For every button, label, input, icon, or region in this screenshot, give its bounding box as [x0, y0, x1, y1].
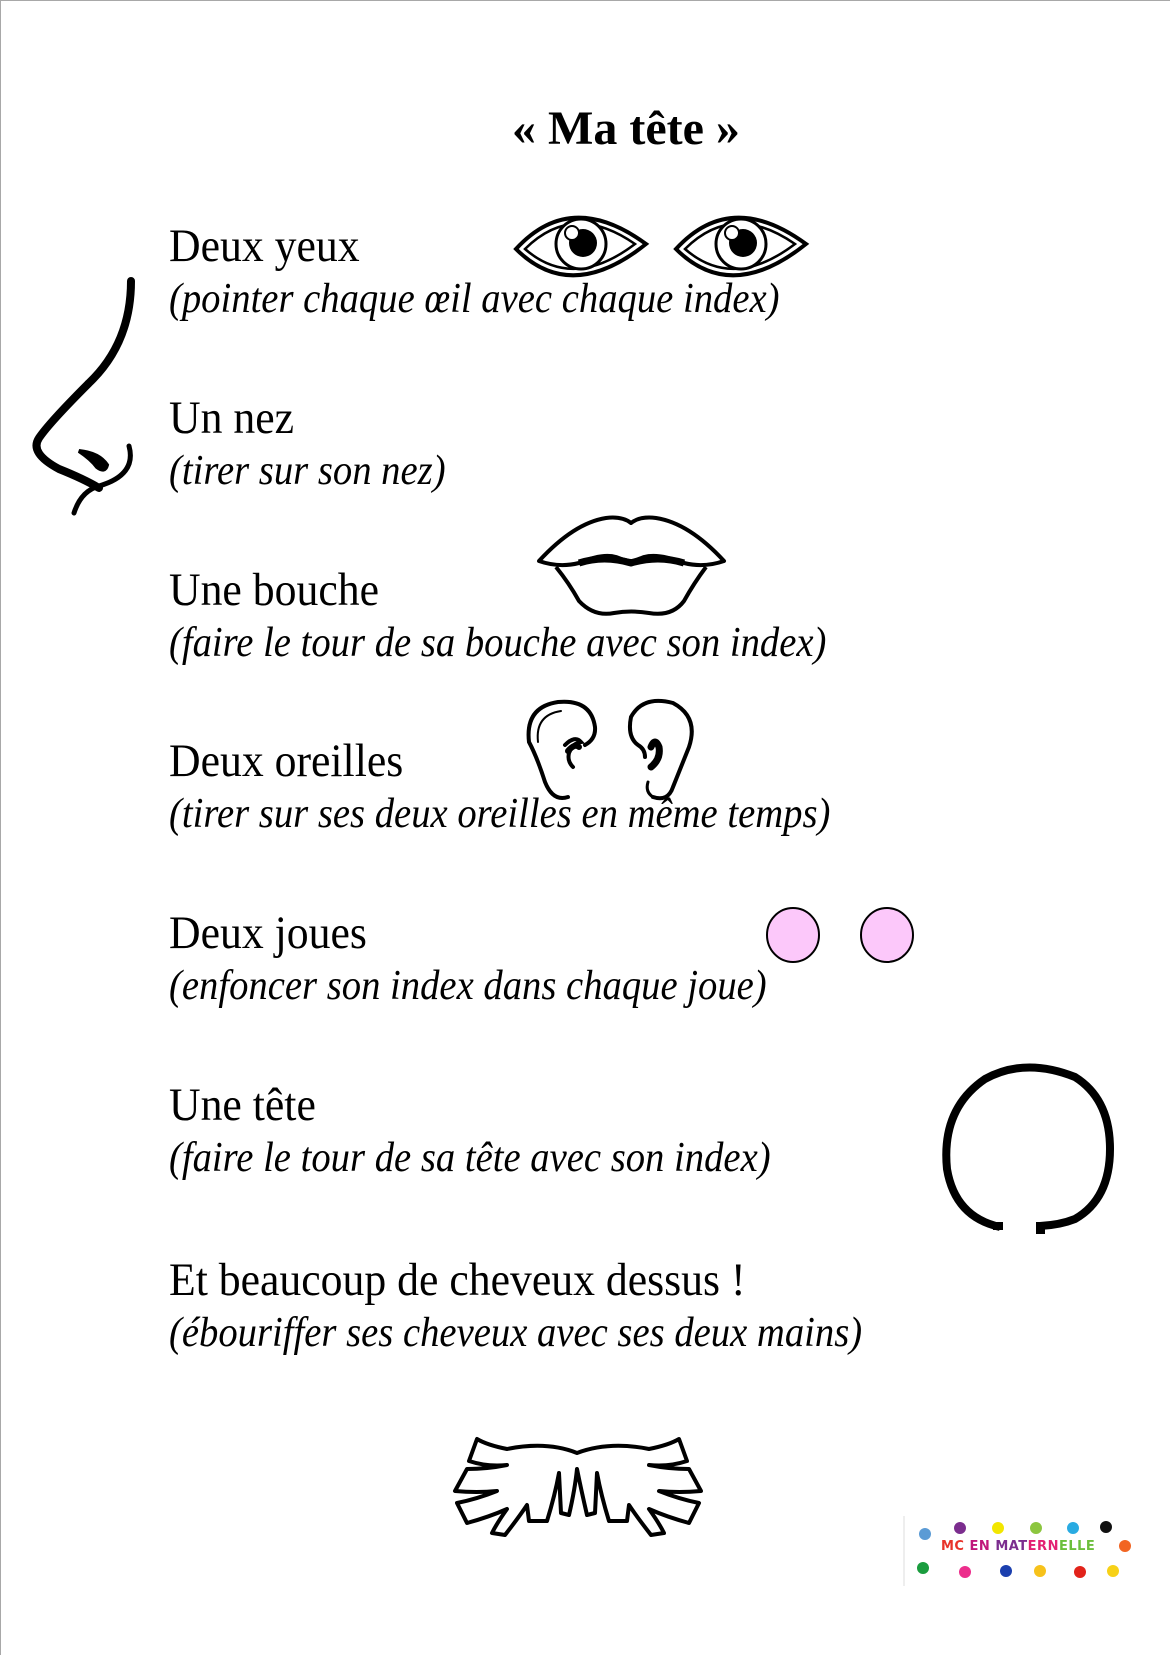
eyes-icon: [511, 199, 811, 289]
logo-text-part: ERN: [1027, 1539, 1059, 1554]
verse-gesture: (ébouriffer ses cheveux avec ses deux mains): [169, 1310, 863, 1356]
mc-en-maternelle-logo: [903, 1516, 1133, 1586]
verse-hair: [169, 1253, 922, 1359]
verse-line: Une tête: [169, 1079, 316, 1131]
mouth-icon: [534, 513, 729, 623]
logo-text-part: ELLE: [1058, 1539, 1096, 1554]
verse-line: Deux oreilles: [169, 735, 404, 787]
verse-gesture: (faire le tour de sa tête avec son index): [169, 1135, 771, 1181]
verse-line: Une bouche: [169, 564, 379, 616]
nose-icon: [29, 273, 139, 523]
ears-icon: [523, 697, 713, 807]
verse-head: [169, 1078, 823, 1184]
verse-cheeks: [169, 906, 819, 1012]
logo-text: [941, 1539, 1095, 1554]
page-title: « Ma tête »: [512, 102, 740, 155]
verse-gesture: (pointer chaque œil avec chaque index): [169, 276, 780, 322]
verse-line: Deux joues: [169, 907, 367, 959]
verse-nose: [169, 391, 470, 497]
cheeks-icon: [765, 906, 925, 966]
verse-line: Et beaucoup de cheveux dessus !: [169, 1254, 746, 1306]
head-icon: [935, 1059, 1120, 1239]
verse-gesture: (faire le tour de sa bouche avec son index): [169, 620, 827, 666]
verse-line: Un nez: [169, 392, 295, 444]
hair-icon: [447, 1433, 707, 1538]
logo-text-part: MC: [941, 1539, 970, 1554]
logo-text-part: MAT: [995, 1539, 1028, 1554]
verse-gesture: (enfoncer son index dans chaque joue): [169, 963, 767, 1009]
verse-gesture: (tirer sur son nez): [169, 448, 446, 494]
verse-gesture: (tirer sur ses deux oreilles en même temps): [169, 791, 831, 837]
logo-text-part: EN: [969, 1539, 996, 1554]
verse-mouth: [169, 563, 884, 669]
verse-line: Deux yeux: [169, 220, 360, 272]
